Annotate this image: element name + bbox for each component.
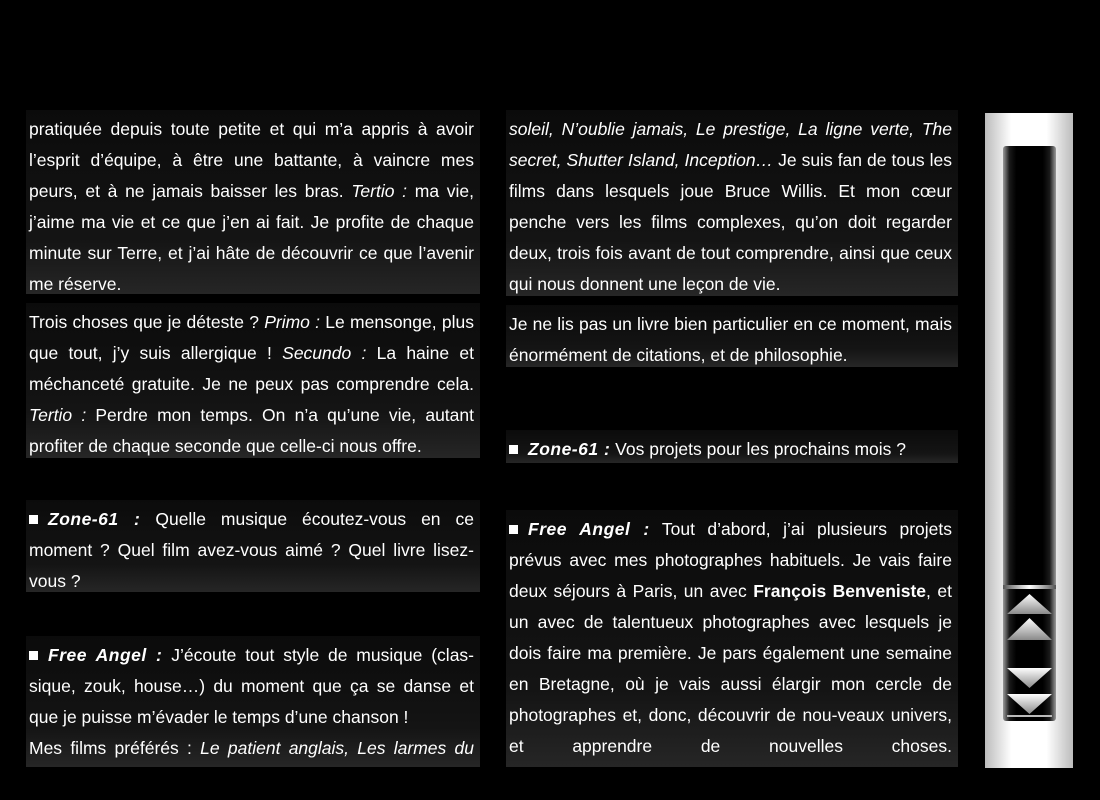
scroll-up-button[interactable] xyxy=(1003,590,1056,644)
double-up-arrow-icon xyxy=(1003,590,1056,644)
scrollbar-thumb[interactable] xyxy=(1003,585,1056,589)
right-question-zone61: Zone-61 : Vos projets pour les prochains mois ? xyxy=(506,430,958,463)
bullet-square-icon xyxy=(509,445,518,454)
left-paragraph-1: pratiquée depuis toute petite et qui m’a appris à avoir l’esprit d’équipe, à être une battante, à vaincre mes peurs, et à ne jamais baisser les bras. Tertio : ma vie, j’aime ma vie et ce que j’en ai fait. Je profite de chaque minute sur Terre, et j’ai hâte de découvrir ce que l’avenir me réserve. xyxy=(26,110,480,294)
left-answer-free-angel: Free Angel : J’écoute tout style de musique (clas-sique, zouk, house…) du moment que ça se danse et que je puisse m’évader le temps d’une chanson ! Mes films préférés : Le patient anglais, Les larmes du xyxy=(26,636,480,767)
left-paragraph-2: Trois choses que je déteste ? Primo : Le mensonge, plus que tout, j’y suis allergique ! Secundo : La haine et méchanceté gratuite. Je ne peux pas comprendre cela. Tertio : Perdre mon temps. On n’a qu’une vie, autant profiter de chaque seconde que celle-ci nous offre. xyxy=(26,303,480,458)
scroll-down-button[interactable] xyxy=(1003,664,1056,718)
right-paragraph-2: Je ne lis pas un livre bien particulier en ce moment, mais énormément de citations, et de philosophie. xyxy=(506,305,958,367)
double-down-arrow-icon xyxy=(1003,664,1056,718)
right-paragraph-1: soleil, N’oublie jamais, Le prestige, La ligne verte, The secret, Shutter Island, Inception… Je suis fan de tous les films dans lesquels joue Bruce Willis. Et mon cœur penche vers les films complexes, qu’on doit regarder deux, trois fois avant de tout comprendre, ainsi que ceux qui nous donnent une leçon de vie. xyxy=(506,110,958,296)
bullet-square-icon xyxy=(509,525,518,534)
bullet-square-icon xyxy=(29,515,38,524)
left-question-zone61: Zone-61 : Quelle musique écoutez-vous en ce moment ? Quel film avez-vous aimé ? Quel livre lisez-vous ? xyxy=(26,500,480,592)
right-answer-free-angel: Free Angel : Tout d’abord, j’ai plusieurs projets prévus avec mes photographes habituels. Je vais faire deux séjours à Paris, un avec François Benveniste, et un avec de talentueux photographes avec lesquels je dois faire ma première. Je pars également une semaine en Bretagne, où je vais aussi élargir mon cercle de photographes et, donc, découvrir de nou-veaux univers, et apprendre de nouvelles choses. xyxy=(506,510,958,767)
bullet-square-icon xyxy=(29,651,38,660)
